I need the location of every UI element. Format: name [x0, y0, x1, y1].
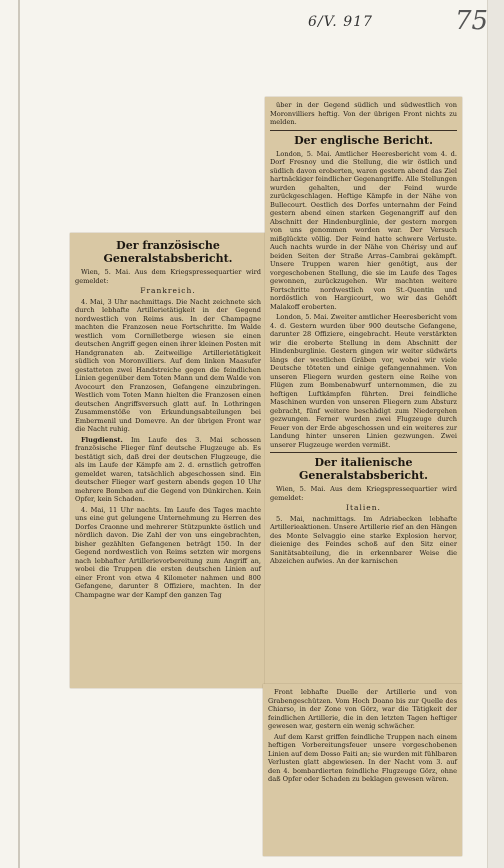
french-paragraph: 4. Mai, 3 Uhr nachmittags. Die Nacht zeichnete sich durch lebhafte Artillerietätigkeit in der Gegend nordwestlich von Reims aus. In der Champagne machten die Franzosen neue Fortschritte. Im Walde westlich vom Cornilletberge wiesen sie einen deutschen Angriff gegen einen ihrer kleinen Posten mit Handgranaten ab. Zeitweilige Artillerietätigkeit südlich von Moronvilliers. Auf dem linken Maasufer gestatteten zwei Handstreiche gegen die feindlichen Linien gegenüber dem Toten Mann und dem Walde von Avocourt den Franzosen, Gefangene einzubringen. Westlich vom Toten Mann hielten die Franzosen einen deutschen Angriffsversuch glatt auf. In Lothringen Zusammenstöße von Erkundungsabteilungen bei Embermenil und Domevre. An der übrigen Front war die Nacht ruhig. [75, 297, 261, 433]
french-flight-text: Im Laufe des 3. Mai schossen französische Flieger fünf deutsche Flugzeuge ab. Es bestätigt sich, daß drei der deutschen Flugzeuge, die als im Laufe der Kämpfe am 2. d. ernstlich getroffen gemeldet waren, tatsächlich abgeschossen sind. Ein deutscher Flieger warf gestern abends gegen 10 Uhr mehrere Bomben auf die Gegend von Dünkirchen. Kein Opfer, kein Schaden. [75, 435, 261, 503]
french-paragraph: 4. Mai, 11 Uhr nachts. Im Laufe des Tages machte uns eine gut gelungene Unternehmung zu Herren des Dorfes Craonne und mehrerer Stützpunkte östlich und nördlich davon. Die Zahl der von uns eingebrachten, bisher gezählten Gefangenen beträgt 150. In der Gegend nordwestlich von Reims setzten wir morgens nach lebhafter Artillerievorbereitung zum Angriff an, wobei die Truppen die ersten deutschen Linien auf einer Front von etwa 4 Kilometer nahmen und 800 Gefangene, darunter 8 Offiziere, machten. In der Champagne war der Kampf den ganzen Tag [75, 505, 261, 599]
page-spine [18, 0, 20, 868]
italian-paragraph: Auf dem Karst griffen feindliche Truppen nach einem heftigen Vorbereitungsfeuer unsere vorgeschobenen Linien auf dem Dosso Faiti an; sie wurden mit fühlbaren Verlusten glatt abgewiesen. In der Nacht vom 3. auf den 4. bombardierten feindliche Flugzeuge Görz, ohne daß Opfer oder Schaden zu beklagen gewesen wären. [268, 732, 457, 783]
french-intro: Wien, 5. Mai. Aus dem Kriegspressequartier wird gemeldet: [75, 268, 261, 285]
french-continuation: über in der Gegend südlich und südwestlich von Moronvilliers heftig. Von der übrigen Front nichts zu melden. [270, 101, 457, 126]
italian-paragraph: 5. Mai, nachmittags. Im Adriabecken lebhafte Artillerieaktionen. Unsere Artillerie rief an den Hängen des Monte Selvaggio eine starke Explosion hervor, dieienige des Feindes schoß auf den Sitz einer Sanitätsabteilung, die in erkennbarer Weise die Abzeichen aufwies. An der karnischen [270, 514, 457, 565]
flight-service-lead: Flugdienst. [81, 435, 123, 444]
handwritten-date: 6/V. 917 [308, 14, 373, 30]
italian-intro: Wien, 5. Mai. Aus dem Kriegspressequartier wird gemeldet: [270, 485, 457, 502]
italian-paragraph: Front lebhafte Duelle der Artillerie und von Grabengeschützen. Vom Hoch Doano bis zur Quelle des Chiarso, in der Zone von Görz, war die Tätigkeit der feindlichen Artillerie, die in den letzten Tagen heftiger gewesen war, gestern ein wenig schwächer. [268, 688, 457, 730]
clipping-english-italian-report [265, 97, 462, 684]
italian-section: Italien. [346, 503, 381, 512]
french-paragraph [75, 436, 261, 504]
clipping-italian-continuation [263, 684, 462, 856]
english-paragraph: London, 5. Mai. Amtlicher Heeresbericht vom 4. d. Dorf Fresnoy und die Stellung, die wir östlich und südlich davon eroberten, waren gestern abend das Ziel hartnäckiger feindlicher Gegenangriffe. Alle Stellungen wurden gehalten, und der Feind wurde zurückgeschlagen. Heftige Kämpfe in der Nähe von Bullecourt. Oestlich des Dorfes unternahm der Feind gestern abend einen starken Gegenangriff auf den Abschnitt der Hindenburglinie, der gestern morgen von uns genommen worden war. Der Versuch mißglückte völlig. Der Feind hatte schwere Verluste. Auch nachts wurde in der Nähe von Chérisy und auf beiden Seiten der Straße Arras–Cambrai gekämpft. Unsere Truppen waren hier genötigt, aus der vorgeschobenen Stellung, die sie im Laufe des Tages gewonnen, zurückzugehen. Wir machten weitere Fortschritte nordwestlich von St.-Quentin und nordöstlich von Hargicourt, wo wir das Gehöft Malakoff eroberten. [270, 149, 457, 311]
separator-rule [270, 452, 457, 453]
english-paragraph: London, 5. Mai. Zweiter amtlicher Heeresbericht vom 4. d. Gestern wurden über 900 deutsche Gefangene, darunter 28 Offiziere, eingebracht. Heute verstärkten wir die eroberte Stellung in dem Abschnitt der Hindenburglinie. Gestern gingen wir weiter südwärts längs der westlichen Gräben vor, wobei wir viele Deutsche töteten und einige gefangennahmen. Von unseren Fliegern wurden gestern eine Reihe von Flügen zum Bombenabwurf unternommen, die zu heftigen Luftkämpfen führten. Drei feindliche Maschinen wurden von unseren Fliegern zum Absturz gebracht, fünf weitere beschädigt zum Niedergehen gezwungen. Ferner wurden zwei Flugzeuge durch Feuer von der Erde abgeschossen und ein weiteres zur Landung hinter unseren Linien gezwungen. Zwei unserer Flugzeuge werden vermißt. [270, 313, 457, 449]
handwritten-page-number: 75 [455, 6, 489, 36]
page-edge [487, 0, 504, 868]
english-heading: Der englische Bericht. [294, 133, 433, 147]
clipping-french-report [70, 233, 266, 688]
french-section: Frankreich. [140, 286, 196, 295]
french-heading: Der französische Generalstabsbericht. [103, 239, 233, 265]
italian-heading: Der italienische Generalstabsbericht. [298, 456, 429, 482]
separator-rule [270, 130, 457, 131]
